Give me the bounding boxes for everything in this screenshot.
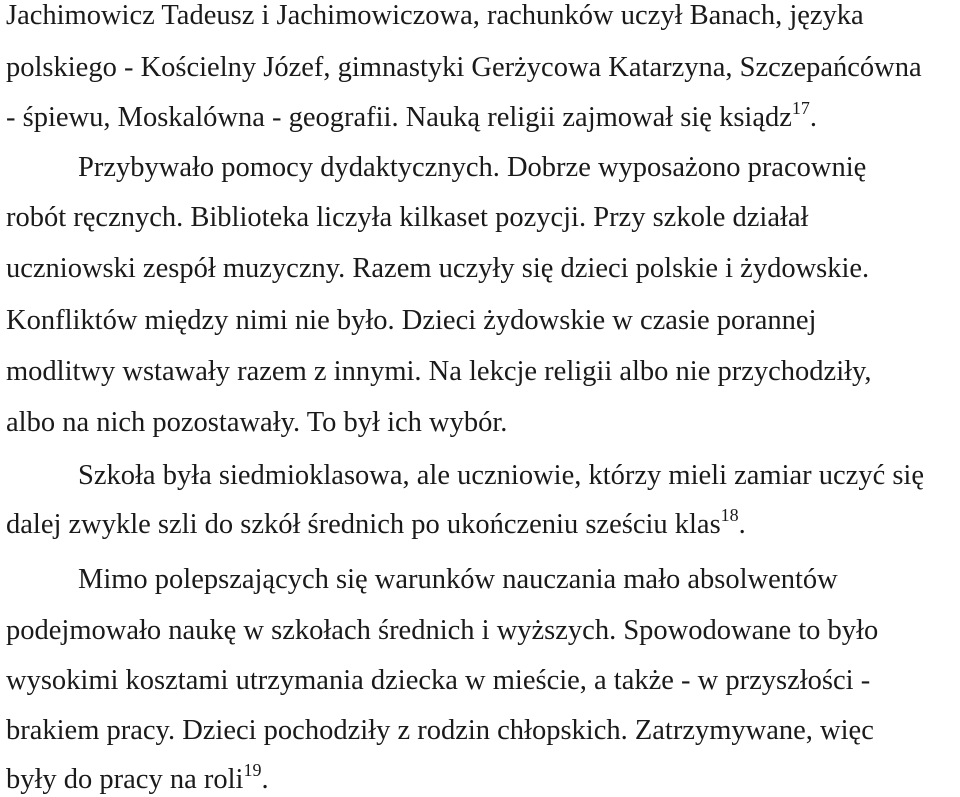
line-text: - śpiewu, Moskalówna - geografii. Nauką religii zajmował się ksiądz <box>6 102 792 133</box>
footnote-ref-18: 18 <box>720 504 739 525</box>
text-line-1 <box>6 2 954 31</box>
text-line-14 <box>6 667 870 696</box>
line-text: podejmowało naukę w szkołach średnich i wyższych. Spowodowane to było <box>6 615 879 646</box>
line-text: Szkoła była siedmioklasowa, ale uczniowie, którzy mieli zamiar uczyć się <box>78 460 924 491</box>
text-line-11 <box>6 504 746 540</box>
text-line-7 <box>6 307 816 336</box>
line-text: uczniowski zespół muzyczny. Razem uczyły się dzieci polskie i żydowskie. <box>6 253 870 284</box>
text-line-5 <box>6 204 808 233</box>
text-line-4 <box>78 154 866 183</box>
line-text: robót ręcznych. Biblioteka liczyła kilkaset pozycji. Przy szkole działał <box>6 202 809 233</box>
line-period: . <box>738 509 746 540</box>
line-text: wysokimi kosztami utrzymania dziecka w mieście, a także - w przyszłości - <box>6 665 871 696</box>
line-text: Mimo polepszających się warunków nauczania mało absolwentów <box>78 564 838 595</box>
text-line-9 <box>6 409 507 438</box>
text-line-13 <box>6 617 878 646</box>
line-text: były do pracy na roli <box>6 764 244 795</box>
line-text: polskiego - Kościelny Józef, gimnastyki Gerżycowa Katarzyna, Szczepańcówna <box>6 52 922 83</box>
line-text: modlitwy wstawały razem z innymi. Na lekcje religii albo nie przychodziły, <box>6 356 872 387</box>
text-line-2 <box>6 54 922 83</box>
line-text: Konfliktów między nimi nie było. Dzieci żydowskie w czasie porannej <box>6 305 817 336</box>
line-period: . <box>809 102 818 133</box>
text-line-6 <box>6 255 869 284</box>
text-line-12 <box>78 566 838 595</box>
text-line-15 <box>6 717 874 746</box>
text-line-3 <box>6 97 818 133</box>
line-text: dalej zwykle szli do szkół średnich po ukończeniu sześciu klas <box>6 509 721 540</box>
line-text: Przybywało pomocy dydaktycznych. Dobrze wyposażono pracownię <box>78 152 867 183</box>
text-line-16 <box>6 759 269 795</box>
text-line-8 <box>6 358 872 387</box>
footnote-ref-19: 19 <box>243 759 262 780</box>
line-period: . <box>261 764 269 795</box>
line-text: brakiem pracy. Dzieci pochodziły z rodzin chłopskich. Zatrzymywane, więc <box>6 715 874 746</box>
line-text: Jachimowicz Tadeusz i Jachimowiczowa, rachunków uczył Banach, języka <box>6 0 864 31</box>
line-text: albo na nich pozostawały. To był ich wybór. <box>6 407 508 438</box>
footnote-ref-17: 17 <box>791 97 810 118</box>
text-line-10 <box>78 462 924 491</box>
